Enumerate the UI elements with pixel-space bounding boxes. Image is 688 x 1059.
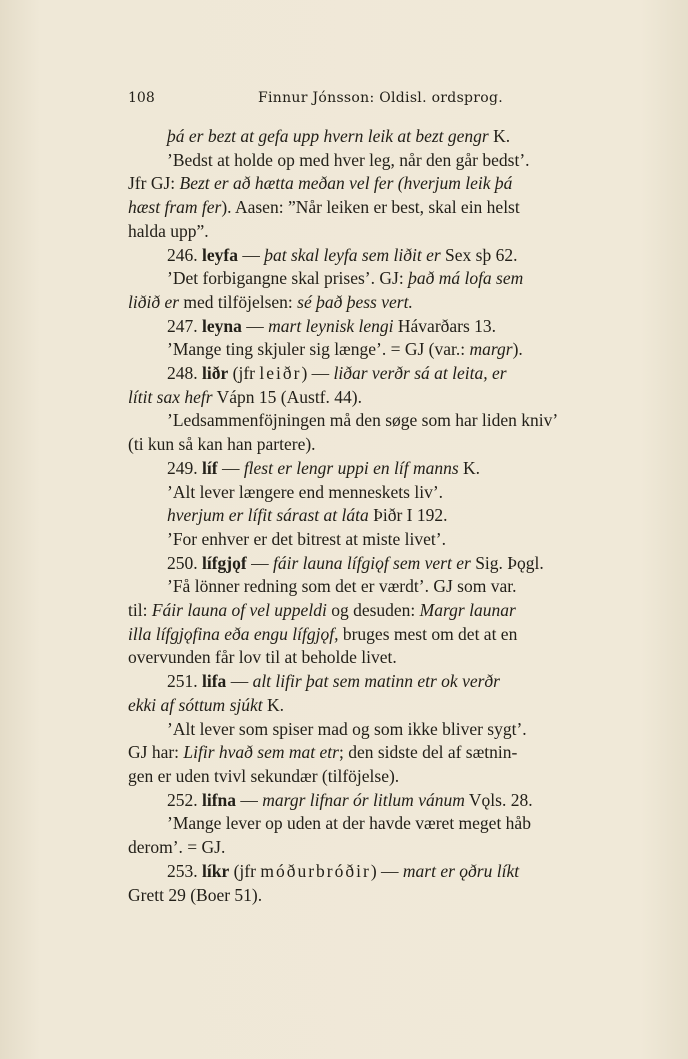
text-segment: Vǫls. 28. [464, 789, 533, 810]
text-segment: ) — [370, 860, 403, 881]
text-segment: ’Det forbigangne skal prises’. GJ: [167, 268, 409, 289]
text-segment: 247. [167, 315, 202, 336]
text-line [128, 646, 630, 670]
text-line [128, 860, 630, 884]
text-line [128, 125, 630, 149]
proverb-text: ekki af sóttum sjúkt [128, 694, 263, 715]
text-segment: — [241, 315, 269, 336]
proverb-text: liðar verðr sá at leita, er [333, 363, 507, 384]
headword: lifna [202, 789, 237, 810]
text-segment: ’Alt lever længere end menneskets liv’. [167, 481, 444, 502]
text-line [128, 552, 630, 576]
text-segment: (ti kun så kan han partere). [128, 434, 316, 455]
text-segment: 251. [167, 671, 202, 692]
proverb-text: þá er bezt at gefa upp hvern leik at bezt gengr [167, 126, 489, 146]
text-line [128, 196, 630, 220]
proverb-text: hverjum er lífit sárast at láta [167, 505, 369, 526]
text-segment: Hávarðars 13. [393, 315, 497, 336]
text-line [128, 172, 630, 196]
text-segment: bruges mest om det at en [338, 623, 518, 644]
headword: líf [202, 457, 218, 478]
proverb-text: lítit sax hefr [128, 386, 213, 407]
headword: leyfa [202, 244, 238, 265]
text-line [128, 149, 630, 173]
text-segment: ). Aasen: ”Når leiken er best, skal ein helst [221, 197, 520, 218]
text-segment: ). [512, 339, 523, 360]
text-segment: ’For enhver er det bitrest at miste livet’. [167, 528, 446, 549]
proverb-text: Fáir launa of vel uppeldi [151, 600, 327, 621]
proverb-text: alt lifir þat sem matinn etr ok verðr [252, 671, 500, 692]
text-segment: ’Bedst at holde op med hver leg, når den går bedst’. [167, 149, 530, 170]
text-segment: 249. [167, 457, 202, 478]
text-segment: GJ har: [128, 742, 184, 763]
text-segment: leiðr [259, 363, 302, 384]
proverb-text: margr [469, 339, 513, 360]
proverb-entries [128, 125, 630, 907]
text-segment: derom’. = GJ. [128, 837, 226, 858]
headword: lífgjǫf [202, 552, 247, 573]
text-segment: overvunden får lov til at beholde livet. [128, 647, 397, 668]
text-line [128, 741, 630, 765]
headword: lifa [202, 671, 227, 692]
text-line [128, 694, 630, 718]
text-segment: til: [128, 600, 152, 621]
text-segment: ’Ledsammenföjningen må den søge som har liden kniv’ [167, 410, 559, 431]
running-title: Finnur Jónsson: Oldisl. ordsprog. [258, 90, 504, 106]
proverb-text: Lifir hvað sem mat etr [183, 742, 339, 763]
proverb-text: liðið er [128, 291, 180, 312]
text-segment: Sig. Þǫgl. [470, 552, 544, 573]
text-line [128, 836, 630, 860]
proverb-text: Bezt er að hætta meðan vel fer (hverjum leik þá [179, 173, 513, 194]
text-line [128, 433, 630, 457]
text-segment: 253. [167, 860, 202, 881]
proverb-text: flest er lengr uppi en líf manns [243, 457, 459, 478]
proverb-text: illa lífgjǫfina eða engu lífgjǫf, [128, 623, 339, 644]
text-line [128, 765, 630, 789]
text-line [128, 267, 630, 291]
headword: leyna [202, 315, 242, 336]
text-segment: K. [262, 694, 285, 715]
text-segment: 246. [167, 244, 202, 265]
text-line [128, 718, 630, 742]
text-segment: móðurbróðir [260, 860, 371, 881]
text-segment: 252. [167, 789, 202, 810]
proverb-text: Margr launar [419, 600, 516, 621]
text-segment: — [226, 671, 253, 692]
text-segment: Vápn 15 (Austf. 44). [212, 386, 362, 407]
text-line [128, 575, 630, 599]
text-line [128, 812, 630, 836]
page-number: 108 [128, 90, 155, 106]
text-segment: Jfr GJ: [128, 173, 180, 194]
text-segment: 248. [167, 363, 202, 384]
text-line [128, 504, 630, 528]
headword: liðr [202, 363, 229, 384]
text-segment: ) — [301, 363, 334, 384]
text-segment: 250. [167, 552, 202, 573]
text-line [128, 362, 630, 386]
proverb-text: sé það þess vert. [297, 291, 413, 312]
text-segment: gen er uden tvivl sekundær (tilföjelse). [128, 765, 400, 786]
text-line [128, 528, 630, 552]
text-segment: Sex sþ 62. [440, 244, 518, 265]
page-header [128, 90, 630, 114]
text-line [128, 220, 630, 244]
proverb-text: þat skal leyfa sem liðit er [264, 244, 441, 265]
headword: líkr [202, 860, 230, 881]
text-line [128, 244, 630, 268]
text-line [128, 386, 630, 410]
proverb-text: það má lofa sem [408, 268, 524, 289]
text-segment: K. [488, 126, 511, 146]
proverb-text: fáir launa lífgiǫf sem vert er [272, 552, 471, 573]
text-segment: Þiðr I 192. [368, 505, 448, 526]
text-segment: (jfr [228, 363, 260, 384]
text-line [128, 623, 630, 647]
text-segment: (jfr [229, 860, 261, 881]
text-line [128, 884, 630, 908]
text-segment: Grett 29 (Boer 51). [128, 884, 263, 905]
text-line [128, 409, 630, 433]
text-segment: K. [458, 457, 481, 478]
text-segment: — [236, 789, 263, 810]
text-segment: — [217, 457, 244, 478]
proverb-text: margr lifnar ór litlum vánum [262, 789, 465, 810]
text-segment: ’Mange ting skjuler sig længe’. = GJ (var.: [167, 339, 470, 360]
proverb-text: mart er ǫðru líkt [402, 860, 520, 881]
text-segment: ’Mange lever op uden at der havde været meget håb [167, 813, 531, 834]
proverb-text: hæst fram fer [128, 197, 222, 218]
text-line [128, 291, 630, 315]
proverb-text: mart leynisk lengi [268, 315, 394, 336]
text-segment: — [237, 244, 265, 265]
text-line [128, 457, 630, 481]
text-segment: halda upp”. [128, 220, 209, 241]
text-line [128, 789, 630, 813]
text-segment: med tilföjelsen: [179, 291, 298, 312]
text-line [128, 599, 630, 623]
text-segment: ’Alt lever som spiser mad og som ikke bliver sygt’. [167, 718, 527, 739]
text-line [128, 338, 630, 362]
text-line [128, 315, 630, 339]
text-line [128, 670, 630, 694]
text-segment: ; den sidste del af sætnin- [338, 742, 518, 763]
text-line [128, 481, 630, 505]
text-segment: og desuden: [326, 600, 420, 621]
text-segment: ’Få lönner redning som det er værdt’. GJ som var. [167, 576, 517, 597]
text-segment: — [246, 552, 273, 573]
